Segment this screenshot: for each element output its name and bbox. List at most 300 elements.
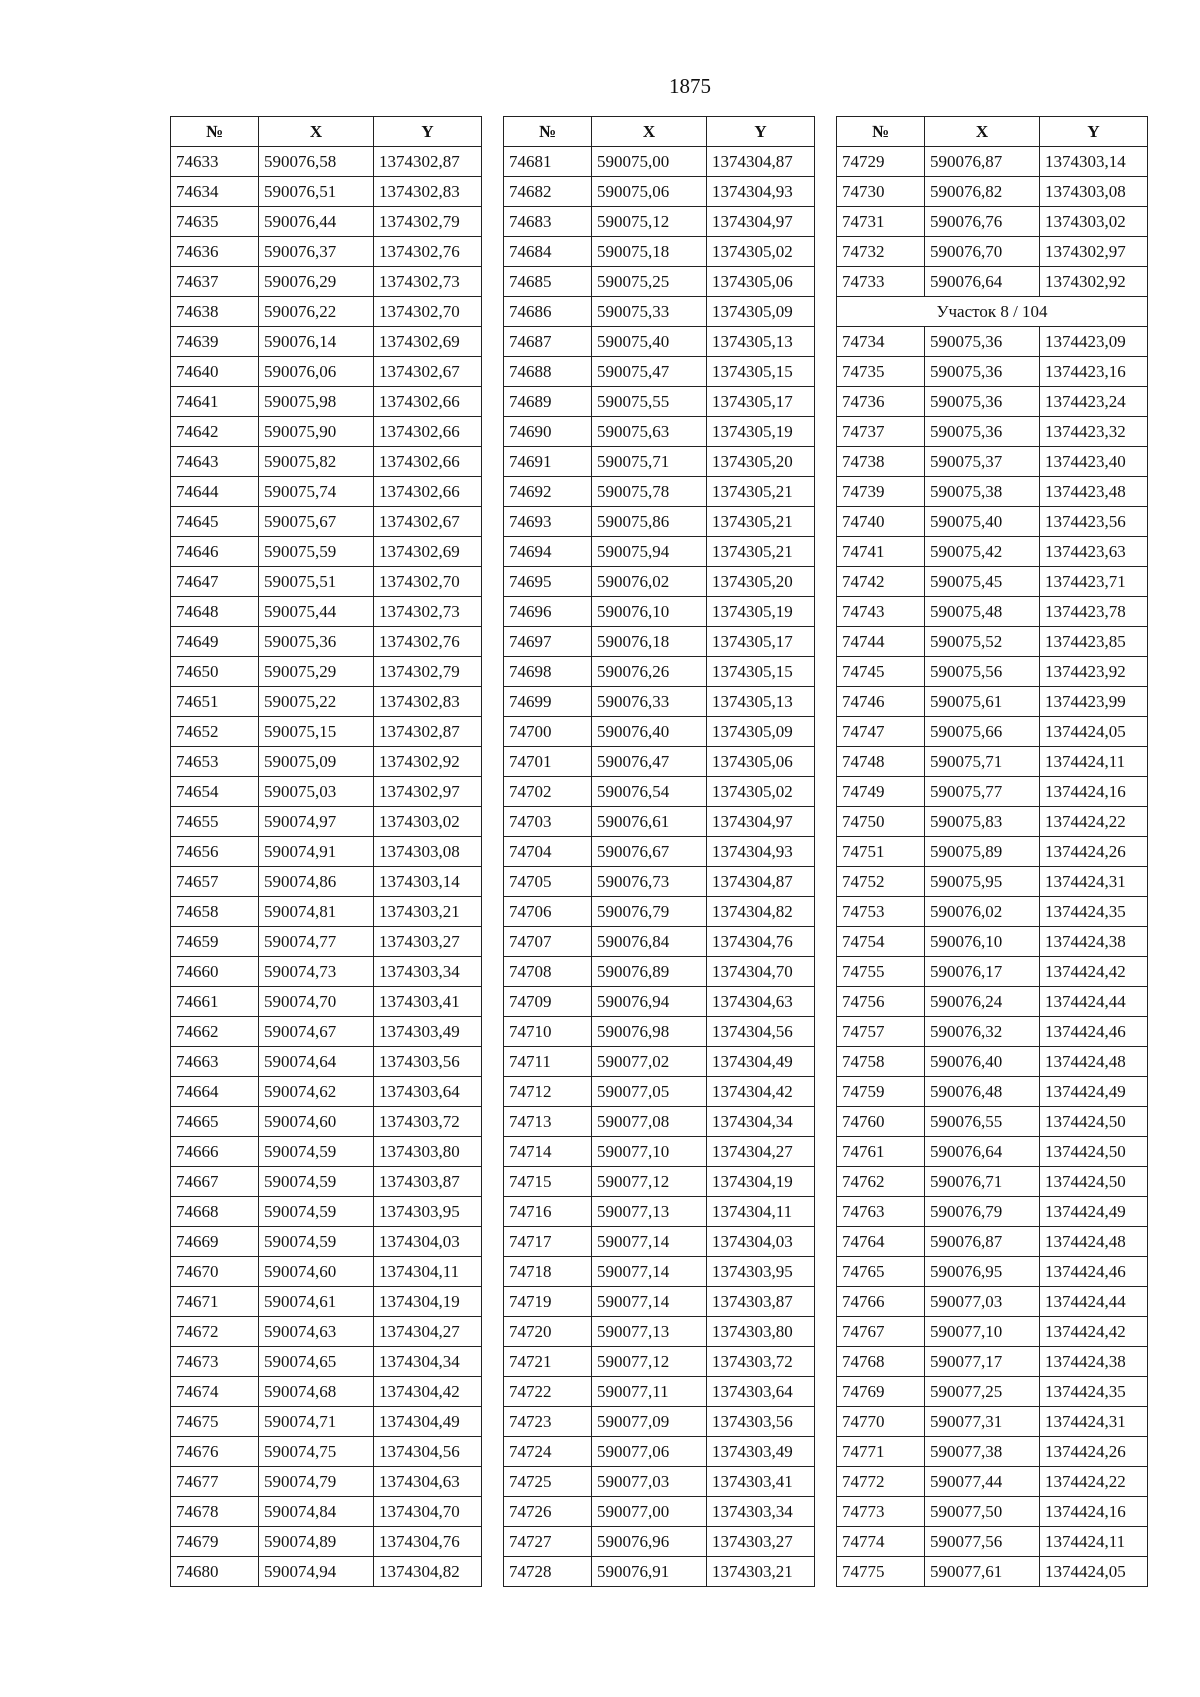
table-row (504, 1017, 815, 1047)
x-coordinate-cell: 590075,74 (259, 477, 374, 507)
y-coordinate-cell: 1374302,79 (374, 207, 482, 237)
point-number-cell: 74678 (171, 1497, 259, 1527)
x-coordinate-cell: 590074,84 (259, 1497, 374, 1527)
point-number-cell: 74703 (504, 807, 592, 837)
x-coordinate-cell: 590076,10 (592, 597, 707, 627)
y-coordinate-cell: 1374304,76 (707, 927, 815, 957)
point-number-cell: 74727 (504, 1527, 592, 1557)
x-coordinate-cell: 590077,44 (925, 1467, 1040, 1497)
table-row (504, 1557, 815, 1587)
y-coordinate-cell: 1374304,63 (707, 987, 815, 1017)
table-row (837, 567, 1148, 597)
point-number-cell: 74723 (504, 1407, 592, 1437)
table-row (837, 807, 1148, 837)
table-row (171, 957, 482, 987)
y-coordinate-cell: 1374305,02 (707, 237, 815, 267)
table-header-row (171, 117, 482, 147)
point-number-cell: 74633 (171, 147, 259, 177)
point-number-cell: 74693 (504, 507, 592, 537)
y-coordinate-cell: 1374302,66 (374, 477, 482, 507)
point-number-cell: 74696 (504, 597, 592, 627)
point-number-cell: 74680 (171, 1557, 259, 1587)
x-coordinate-cell: 590075,67 (259, 507, 374, 537)
y-coordinate-cell: 1374305,19 (707, 597, 815, 627)
y-coordinate-cell: 1374424,50 (1040, 1107, 1148, 1137)
table-row (171, 1527, 482, 1557)
table-row (837, 1557, 1148, 1587)
table-row (837, 837, 1148, 867)
table-row (504, 837, 815, 867)
point-number-cell: 74733 (837, 267, 925, 297)
point-number-cell: 74752 (837, 867, 925, 897)
y-coordinate-cell: 1374304,87 (707, 867, 815, 897)
y-coordinate-cell: 1374424,49 (1040, 1197, 1148, 1227)
table-row (171, 1077, 482, 1107)
y-coordinate-cell: 1374305,17 (707, 387, 815, 417)
table-row (837, 237, 1148, 267)
y-coordinate-cell: 1374423,78 (1040, 597, 1148, 627)
section-row (837, 297, 1148, 327)
y-coordinate-cell: 1374424,42 (1040, 957, 1148, 987)
x-coordinate-cell: 590074,64 (259, 1047, 374, 1077)
y-coordinate-cell: 1374423,85 (1040, 627, 1148, 657)
table-row (171, 297, 482, 327)
point-number-cell: 74637 (171, 267, 259, 297)
point-number-cell: 74691 (504, 447, 592, 477)
point-number-cell: 74658 (171, 897, 259, 927)
table-row (171, 177, 482, 207)
x-coordinate-cell: 590074,89 (259, 1527, 374, 1557)
y-coordinate-cell: 1374303,21 (374, 897, 482, 927)
point-number-cell: 74677 (171, 1467, 259, 1497)
point-number-cell: 74652 (171, 717, 259, 747)
x-coordinate-cell: 590076,32 (925, 1017, 1040, 1047)
x-coordinate-cell: 590074,79 (259, 1467, 374, 1497)
y-coordinate-cell: 1374304,93 (707, 837, 815, 867)
table-row (504, 537, 815, 567)
table-row (837, 717, 1148, 747)
point-number-cell: 74657 (171, 867, 259, 897)
x-coordinate-cell: 590074,73 (259, 957, 374, 987)
table-row (837, 747, 1148, 777)
table-row (504, 237, 815, 267)
table-row (504, 897, 815, 927)
y-coordinate-cell: 1374304,19 (707, 1167, 815, 1197)
y-coordinate-cell: 1374424,11 (1040, 747, 1148, 777)
table-row (837, 1377, 1148, 1407)
x-coordinate-cell: 590074,75 (259, 1437, 374, 1467)
y-coordinate-cell: 1374424,42 (1040, 1317, 1148, 1347)
x-coordinate-cell: 590075,82 (259, 447, 374, 477)
point-number-cell: 74638 (171, 297, 259, 327)
x-coordinate-cell: 590076,95 (925, 1257, 1040, 1287)
header-x: X (259, 117, 374, 147)
table-row (504, 597, 815, 627)
point-number-cell: 74732 (837, 237, 925, 267)
table-row (171, 207, 482, 237)
x-coordinate-cell: 590075,71 (592, 447, 707, 477)
x-coordinate-cell: 590076,61 (592, 807, 707, 837)
y-coordinate-cell: 1374423,71 (1040, 567, 1148, 597)
y-coordinate-cell: 1374305,06 (707, 747, 815, 777)
table-row (837, 1347, 1148, 1377)
x-coordinate-cell: 590074,71 (259, 1407, 374, 1437)
table-row (504, 1107, 815, 1137)
x-coordinate-cell: 590074,59 (259, 1227, 374, 1257)
point-number-cell: 74656 (171, 837, 259, 867)
point-number-cell: 74699 (504, 687, 592, 717)
point-number-cell: 74709 (504, 987, 592, 1017)
y-coordinate-cell: 1374302,92 (374, 747, 482, 777)
table-row (504, 717, 815, 747)
x-coordinate-cell: 590077,03 (592, 1467, 707, 1497)
table-row (837, 327, 1148, 357)
point-number-cell: 74737 (837, 417, 925, 447)
table-row (504, 627, 815, 657)
y-coordinate-cell: 1374303,27 (374, 927, 482, 957)
point-number-cell: 74639 (171, 327, 259, 357)
table-row (837, 627, 1148, 657)
point-number-cell: 74719 (504, 1287, 592, 1317)
x-coordinate-cell: 590077,05 (592, 1077, 707, 1107)
x-coordinate-cell: 590075,59 (259, 537, 374, 567)
header-x: X (925, 117, 1040, 147)
y-coordinate-cell: 1374304,27 (707, 1137, 815, 1167)
table-row (171, 1467, 482, 1497)
point-number-cell: 74685 (504, 267, 592, 297)
point-number-cell: 74758 (837, 1047, 925, 1077)
x-coordinate-cell: 590076,17 (925, 957, 1040, 987)
x-coordinate-cell: 590076,89 (592, 957, 707, 987)
x-coordinate-cell: 590076,67 (592, 837, 707, 867)
point-number-cell: 74650 (171, 657, 259, 687)
y-coordinate-cell: 1374304,42 (374, 1377, 482, 1407)
y-coordinate-cell: 1374302,69 (374, 537, 482, 567)
table-row (171, 447, 482, 477)
point-number-cell: 74665 (171, 1107, 259, 1137)
table-row (504, 1257, 815, 1287)
y-coordinate-cell: 1374304,03 (374, 1227, 482, 1257)
table-row (837, 927, 1148, 957)
table-row (504, 1347, 815, 1377)
x-coordinate-cell: 590077,13 (592, 1197, 707, 1227)
y-coordinate-cell: 1374424,16 (1040, 777, 1148, 807)
table-row (504, 417, 815, 447)
x-coordinate-cell: 590075,77 (925, 777, 1040, 807)
point-number-cell: 74687 (504, 327, 592, 357)
table-row (837, 1437, 1148, 1467)
point-number-cell: 74725 (504, 1467, 592, 1497)
y-coordinate-cell: 1374304,11 (374, 1257, 482, 1287)
y-coordinate-cell: 1374423,56 (1040, 507, 1148, 537)
point-number-cell: 74686 (504, 297, 592, 327)
y-coordinate-cell: 1374424,16 (1040, 1497, 1148, 1527)
x-coordinate-cell: 590076,10 (925, 927, 1040, 957)
point-number-cell: 74764 (837, 1227, 925, 1257)
table-row (837, 1047, 1148, 1077)
table-row (504, 1497, 815, 1527)
x-coordinate-cell: 590074,67 (259, 1017, 374, 1047)
table-row (504, 447, 815, 477)
y-coordinate-cell: 1374424,38 (1040, 1347, 1148, 1377)
x-coordinate-cell: 590076,29 (259, 267, 374, 297)
x-coordinate-cell: 590075,36 (925, 357, 1040, 387)
point-number-cell: 74713 (504, 1107, 592, 1137)
x-coordinate-cell: 590075,98 (259, 387, 374, 417)
table-header-row (837, 117, 1148, 147)
point-number-cell: 74704 (504, 837, 592, 867)
x-coordinate-cell: 590074,59 (259, 1197, 374, 1227)
y-coordinate-cell: 1374302,87 (374, 717, 482, 747)
x-coordinate-cell: 590074,63 (259, 1317, 374, 1347)
y-coordinate-cell: 1374424,48 (1040, 1227, 1148, 1257)
y-coordinate-cell: 1374304,49 (374, 1407, 482, 1437)
table-row (837, 1527, 1148, 1557)
table-row (504, 1527, 815, 1557)
point-number-cell: 74766 (837, 1287, 925, 1317)
table-row (504, 297, 815, 327)
coordinates-table-2 (503, 116, 815, 1587)
point-number-cell: 74641 (171, 387, 259, 417)
y-coordinate-cell: 1374304,97 (707, 807, 815, 837)
point-number-cell: 74738 (837, 447, 925, 477)
table-row (504, 867, 815, 897)
table-row (504, 267, 815, 297)
point-number-cell: 74769 (837, 1377, 925, 1407)
y-coordinate-cell: 1374303,14 (1040, 147, 1148, 177)
y-coordinate-cell: 1374302,76 (374, 237, 482, 267)
x-coordinate-cell: 590076,06 (259, 357, 374, 387)
table-row (171, 567, 482, 597)
point-number-cell: 74700 (504, 717, 592, 747)
point-number-cell: 74712 (504, 1077, 592, 1107)
table-row (171, 1557, 482, 1587)
table-row (171, 777, 482, 807)
point-number-cell: 74739 (837, 477, 925, 507)
x-coordinate-cell: 590076,79 (925, 1197, 1040, 1227)
x-coordinate-cell: 590075,48 (925, 597, 1040, 627)
y-coordinate-cell: 1374424,05 (1040, 1557, 1148, 1587)
y-coordinate-cell: 1374424,50 (1040, 1137, 1148, 1167)
header-number: № (171, 117, 259, 147)
table-row (837, 147, 1148, 177)
y-coordinate-cell: 1374305,21 (707, 537, 815, 567)
table-row (171, 627, 482, 657)
point-number-cell: 74634 (171, 177, 259, 207)
header-y: Y (707, 117, 815, 147)
y-coordinate-cell: 1374424,48 (1040, 1047, 1148, 1077)
y-coordinate-cell: 1374302,73 (374, 267, 482, 297)
y-coordinate-cell: 1374304,49 (707, 1047, 815, 1077)
y-coordinate-cell: 1374304,11 (707, 1197, 815, 1227)
table-row (171, 927, 482, 957)
x-coordinate-cell: 590074,70 (259, 987, 374, 1017)
point-number-cell: 74666 (171, 1137, 259, 1167)
point-number-cell: 74772 (837, 1467, 925, 1497)
point-number-cell: 74763 (837, 1197, 925, 1227)
y-coordinate-cell: 1374302,67 (374, 357, 482, 387)
x-coordinate-cell: 590075,56 (925, 657, 1040, 687)
x-coordinate-cell: 590076,79 (592, 897, 707, 927)
point-number-cell: 74760 (837, 1107, 925, 1137)
y-coordinate-cell: 1374424,05 (1040, 717, 1148, 747)
table-row (504, 777, 815, 807)
point-number-cell: 74762 (837, 1167, 925, 1197)
point-number-cell: 74642 (171, 417, 259, 447)
table-row (504, 1377, 815, 1407)
x-coordinate-cell: 590075,38 (925, 477, 1040, 507)
table-row (504, 477, 815, 507)
y-coordinate-cell: 1374304,42 (707, 1077, 815, 1107)
y-coordinate-cell: 1374303,64 (374, 1077, 482, 1107)
table-row (504, 1227, 815, 1257)
y-coordinate-cell: 1374303,14 (374, 867, 482, 897)
point-number-cell: 74774 (837, 1527, 925, 1557)
header-y: Y (1040, 117, 1148, 147)
y-coordinate-cell: 1374303,95 (707, 1257, 815, 1287)
table-row (837, 1227, 1148, 1257)
point-number-cell: 74731 (837, 207, 925, 237)
point-number-cell: 74660 (171, 957, 259, 987)
y-coordinate-cell: 1374424,35 (1040, 1377, 1148, 1407)
y-coordinate-cell: 1374304,93 (707, 177, 815, 207)
point-number-cell: 74655 (171, 807, 259, 837)
point-number-cell: 74743 (837, 597, 925, 627)
point-number-cell: 74771 (837, 1437, 925, 1467)
x-coordinate-cell: 590075,44 (259, 597, 374, 627)
table-row (171, 1047, 482, 1077)
x-coordinate-cell: 590075,33 (592, 297, 707, 327)
x-coordinate-cell: 590074,61 (259, 1287, 374, 1317)
point-number-cell: 74706 (504, 897, 592, 927)
table-row (504, 1137, 815, 1167)
y-coordinate-cell: 1374423,40 (1040, 447, 1148, 477)
x-coordinate-cell: 590077,12 (592, 1167, 707, 1197)
point-number-cell: 74740 (837, 507, 925, 537)
table-row (837, 447, 1148, 477)
x-coordinate-cell: 590075,36 (259, 627, 374, 657)
table-row (837, 1077, 1148, 1107)
point-number-cell: 74673 (171, 1347, 259, 1377)
x-coordinate-cell: 590076,73 (592, 867, 707, 897)
x-coordinate-cell: 590077,08 (592, 1107, 707, 1137)
y-coordinate-cell: 1374304,70 (374, 1497, 482, 1527)
y-coordinate-cell: 1374423,09 (1040, 327, 1148, 357)
x-coordinate-cell: 590076,82 (925, 177, 1040, 207)
x-coordinate-cell: 590077,03 (925, 1287, 1040, 1317)
y-coordinate-cell: 1374302,97 (374, 777, 482, 807)
point-number-cell: 74751 (837, 837, 925, 867)
x-coordinate-cell: 590075,29 (259, 657, 374, 687)
point-number-cell: 74770 (837, 1407, 925, 1437)
x-coordinate-cell: 590076,54 (592, 777, 707, 807)
point-number-cell: 74721 (504, 1347, 592, 1377)
x-coordinate-cell: 590077,50 (925, 1497, 1040, 1527)
x-coordinate-cell: 590075,83 (925, 807, 1040, 837)
y-coordinate-cell: 1374304,56 (707, 1017, 815, 1047)
point-number-cell: 74755 (837, 957, 925, 987)
y-coordinate-cell: 1374304,76 (374, 1527, 482, 1557)
point-number-cell: 74773 (837, 1497, 925, 1527)
x-coordinate-cell: 590075,90 (259, 417, 374, 447)
point-number-cell: 74747 (837, 717, 925, 747)
y-coordinate-cell: 1374424,22 (1040, 1467, 1148, 1497)
table-row (504, 357, 815, 387)
point-number-cell: 74651 (171, 687, 259, 717)
x-coordinate-cell: 590075,22 (259, 687, 374, 717)
x-coordinate-cell: 590076,22 (259, 297, 374, 327)
x-coordinate-cell: 590076,40 (592, 717, 707, 747)
y-coordinate-cell: 1374303,34 (707, 1497, 815, 1527)
table-row (837, 1497, 1148, 1527)
table-row (171, 867, 482, 897)
table-row (171, 837, 482, 867)
x-coordinate-cell: 590077,38 (925, 1437, 1040, 1467)
table-row (504, 1167, 815, 1197)
table-row (504, 327, 815, 357)
point-number-cell: 74730 (837, 177, 925, 207)
x-coordinate-cell: 590077,06 (592, 1437, 707, 1467)
y-coordinate-cell: 1374305,20 (707, 447, 815, 477)
point-number-cell: 74748 (837, 747, 925, 777)
y-coordinate-cell: 1374304,03 (707, 1227, 815, 1257)
x-coordinate-cell: 590075,25 (592, 267, 707, 297)
table-row (504, 957, 815, 987)
point-number-cell: 74671 (171, 1287, 259, 1317)
y-coordinate-cell: 1374423,48 (1040, 477, 1148, 507)
y-coordinate-cell: 1374305,15 (707, 357, 815, 387)
x-coordinate-cell: 590076,58 (259, 147, 374, 177)
point-number-cell: 74741 (837, 537, 925, 567)
y-coordinate-cell: 1374303,80 (374, 1137, 482, 1167)
x-coordinate-cell: 590075,66 (925, 717, 1040, 747)
coordinates-table-3 (836, 116, 1148, 1587)
table-row (504, 1047, 815, 1077)
y-coordinate-cell: 1374303,27 (707, 1527, 815, 1557)
header-number: № (504, 117, 592, 147)
x-coordinate-cell: 590074,81 (259, 897, 374, 927)
point-number-cell: 74654 (171, 777, 259, 807)
x-coordinate-cell: 590076,40 (925, 1047, 1040, 1077)
x-coordinate-cell: 590076,76 (925, 207, 1040, 237)
x-coordinate-cell: 590076,94 (592, 987, 707, 1017)
x-coordinate-cell: 590075,00 (592, 147, 707, 177)
table-row (504, 1437, 815, 1467)
table-row (504, 807, 815, 837)
x-coordinate-cell: 590075,52 (925, 627, 1040, 657)
point-number-cell: 74757 (837, 1017, 925, 1047)
x-coordinate-cell: 590074,94 (259, 1557, 374, 1587)
x-coordinate-cell: 590076,48 (925, 1077, 1040, 1107)
y-coordinate-cell: 1374303,72 (707, 1347, 815, 1377)
table-row (171, 1017, 482, 1047)
x-coordinate-cell: 590076,64 (925, 1137, 1040, 1167)
table-row (504, 207, 815, 237)
y-coordinate-cell: 1374302,69 (374, 327, 482, 357)
y-coordinate-cell: 1374424,38 (1040, 927, 1148, 957)
x-coordinate-cell: 590077,13 (592, 1317, 707, 1347)
table-row (171, 387, 482, 417)
y-coordinate-cell: 1374304,63 (374, 1467, 482, 1497)
table-row (837, 537, 1148, 567)
x-coordinate-cell: 590074,86 (259, 867, 374, 897)
table-row (504, 1407, 815, 1437)
table-row (837, 1407, 1148, 1437)
point-number-cell: 74653 (171, 747, 259, 777)
point-number-cell: 74761 (837, 1137, 925, 1167)
point-number-cell: 74645 (171, 507, 259, 537)
table-row (171, 1347, 482, 1377)
